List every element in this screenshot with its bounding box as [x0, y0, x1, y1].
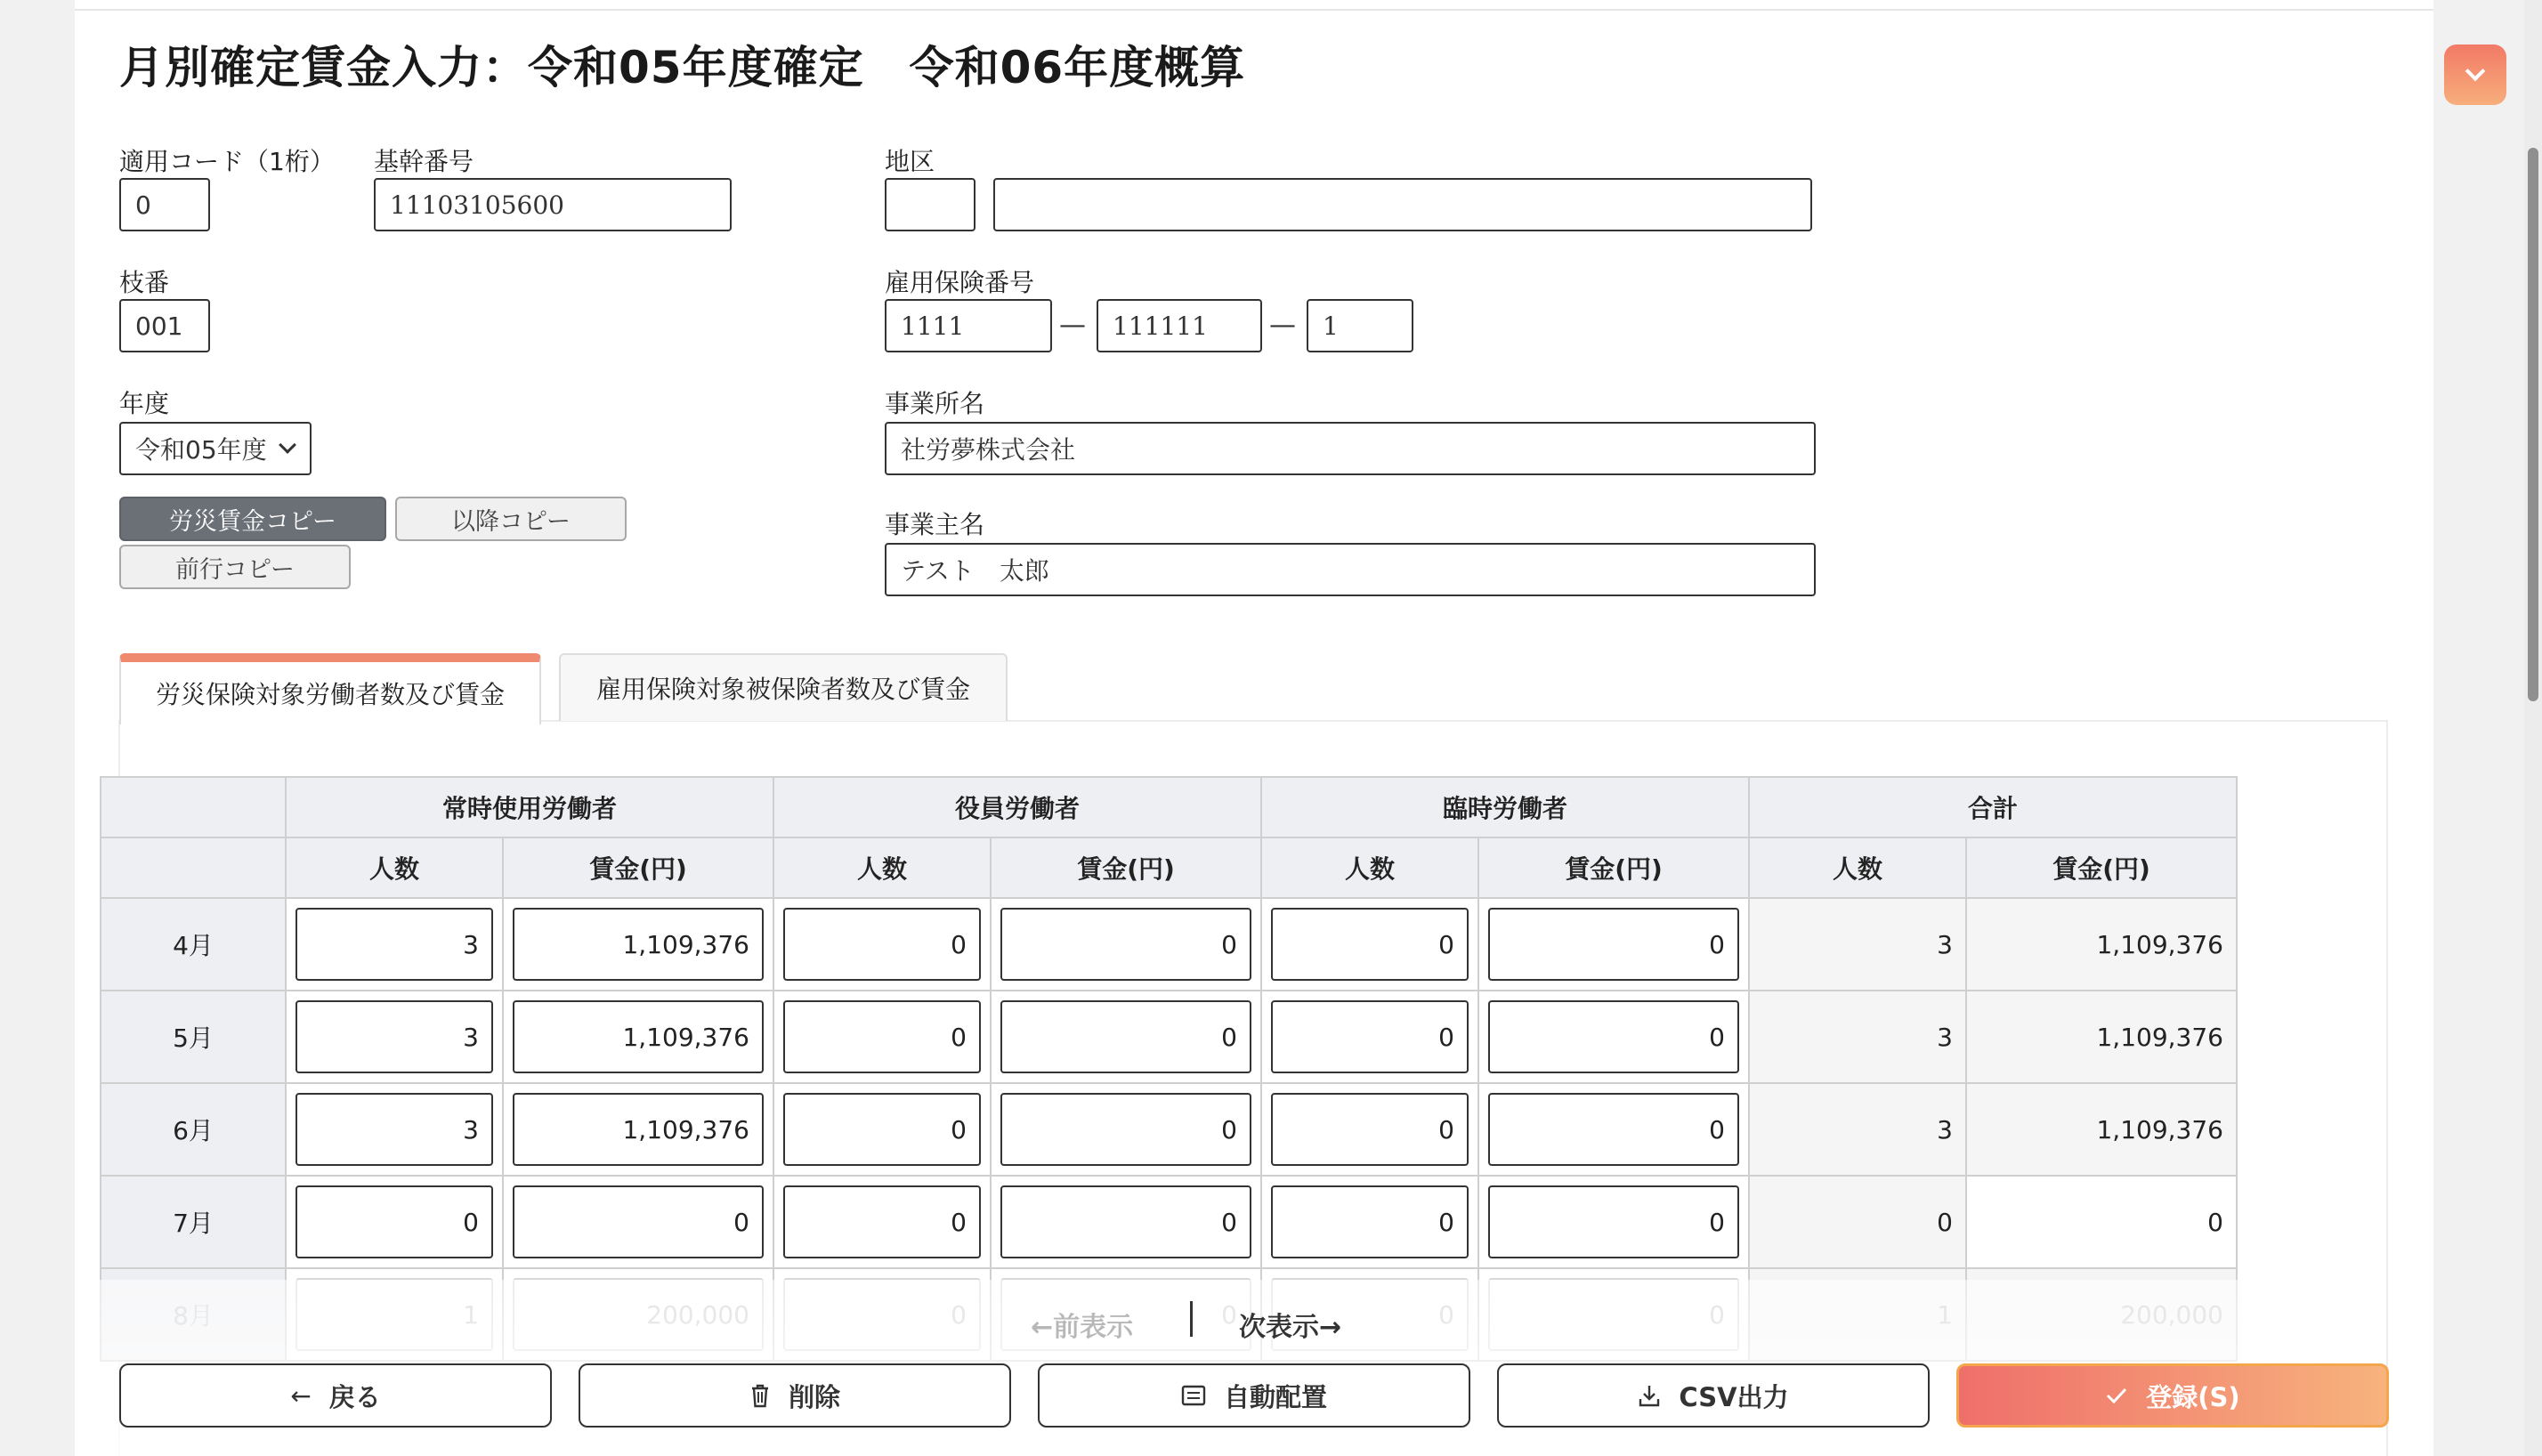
table-cell: [1261, 1176, 1478, 1268]
download-icon: [1638, 1383, 1661, 1408]
total-chingin-value: 1,109,376: [1966, 991, 2237, 1083]
sub-header-ninzu: 人数: [286, 837, 503, 898]
table-group-header-row: [101, 777, 2237, 837]
sub-header-ninzu: 人数: [773, 837, 991, 898]
chevron-down-icon: [2465, 61, 2486, 82]
group-header: 臨時労働者: [1261, 777, 1749, 837]
total-chingin-value: 1,109,376: [1966, 1083, 2237, 1176]
table-cell: [773, 1083, 991, 1176]
group-header: 役員労働者: [773, 777, 1261, 837]
zengyo-copy-button[interactable]: 前行コピー: [119, 545, 351, 589]
list-layout-icon: [1181, 1385, 1206, 1406]
nendo-select[interactable]: [119, 422, 312, 475]
ninzu-input[interactable]: 0: [1271, 1093, 1469, 1166]
prev-page-link[interactable]: ←前表示: [1031, 1312, 1134, 1343]
table-cell: [1478, 1176, 1749, 1268]
collapse-toggle-button[interactable]: [2444, 44, 2506, 105]
ninzu-input[interactable]: 3: [295, 1093, 493, 1166]
table-cell: [503, 898, 773, 991]
ninzu-input[interactable]: 0: [783, 1000, 981, 1073]
auto-layout-button[interactable]: [1038, 1363, 1470, 1428]
table-cell: [991, 991, 1261, 1083]
table-cell: [286, 898, 503, 991]
chingin-input[interactable]: 0: [1000, 1185, 1251, 1258]
sub-header-ninzu: 人数: [1261, 837, 1478, 898]
check-icon: [2105, 1386, 2128, 1405]
sub-header-chingin: 賃金(円): [1478, 837, 1749, 898]
total-ninzu-value: 3: [1749, 898, 1966, 991]
koyo-hoken-separator: —: [1059, 310, 1086, 341]
chingin-input[interactable]: 0: [1488, 1093, 1739, 1166]
ikou-copy-button[interactable]: 以降コピー: [395, 497, 627, 541]
edaban-label: 枝番: [119, 268, 170, 297]
table-cell: [991, 1083, 1261, 1176]
csv-export-button-label: CSV出力: [1679, 1381, 1789, 1412]
table-cell: [1261, 1083, 1478, 1176]
total-chingin-value: 1,109,376: [1966, 898, 2237, 991]
table-cell: [773, 991, 991, 1083]
table-cell: [286, 1176, 503, 1268]
back-button[interactable]: [119, 1363, 552, 1428]
table-corner: [101, 837, 286, 898]
table-cell: [773, 898, 991, 991]
jigyonushi-name-input[interactable]: テスト 太郎: [885, 543, 1816, 596]
ninzu-input[interactable]: 0: [783, 1185, 981, 1258]
table-cell: [286, 991, 503, 1083]
table-row: [101, 898, 2237, 991]
table-cell: [503, 1083, 773, 1176]
delete-button-label: 削除: [788, 1381, 840, 1412]
total-ninzu-value: 0: [1749, 1176, 1966, 1268]
chiku-code-input[interactable]: [885, 178, 976, 231]
month-label: 5月: [101, 991, 286, 1083]
sub-header-chingin: 賃金(円): [1966, 837, 2237, 898]
table-cell: [286, 1083, 503, 1176]
chevron-down-icon: [279, 436, 296, 454]
ninzu-input[interactable]: 0: [1271, 908, 1469, 981]
ninzu-input[interactable]: 0: [783, 1093, 981, 1166]
sub-header-chingin: 賃金(円): [991, 837, 1261, 898]
chingin-input[interactable]: 0: [1000, 908, 1251, 981]
kikan-bango-input[interactable]: 11103105600: [374, 178, 732, 231]
chingin-input[interactable]: 0: [1000, 1000, 1251, 1073]
group-header: 常時使用労働者: [286, 777, 773, 837]
delete-button[interactable]: [579, 1363, 1011, 1428]
tekiyo-code-input[interactable]: 0: [119, 178, 210, 231]
koyo-hoken-separator: —: [1269, 310, 1296, 341]
ninzu-input[interactable]: 0: [1271, 1185, 1469, 1258]
month-label: 6月: [101, 1083, 286, 1176]
table-row: [101, 1083, 2237, 1176]
table-cell: [503, 1176, 773, 1268]
nendo-selected-value: 令和05年度: [135, 435, 267, 465]
group-header: 合計: [1749, 777, 2237, 837]
chingin-input[interactable]: 0: [513, 1185, 764, 1258]
table-row: [101, 991, 2237, 1083]
jigyosho-label: 事業所名: [885, 389, 985, 418]
table-cell: [503, 991, 773, 1083]
month-label: 7月: [101, 1176, 286, 1268]
total-chingin-value: 0: [1966, 1176, 2237, 1268]
register-button-label: 登録(S): [2146, 1381, 2240, 1412]
chingin-input[interactable]: 1,109,376: [513, 1000, 764, 1073]
edaban-input[interactable]: 001: [119, 299, 210, 352]
month-label: 4月: [101, 898, 286, 991]
koyo-hoken-part2-input[interactable]: 111111: [1097, 299, 1262, 352]
auto-layout-button-label: 自動配置: [1223, 1381, 1327, 1412]
chingin-input[interactable]: 1,109,376: [513, 908, 764, 981]
chingin-input[interactable]: 0: [1488, 1000, 1739, 1073]
chiku-name-input[interactable]: [993, 178, 1812, 231]
table-cell: [1478, 1083, 1749, 1176]
table-sub-header-row: [101, 837, 2237, 898]
tab-rosai[interactable]: 労災保険対象労働者数及び賃金: [119, 653, 541, 724]
sub-header-chingin: 賃金(円): [503, 837, 773, 898]
chiku-label: 地区: [885, 147, 935, 176]
chingin-input[interactable]: 1,109,376: [513, 1093, 764, 1166]
table-cell: [1478, 898, 1749, 991]
kikan-bango-label: 基幹番号: [374, 147, 474, 176]
table-cell: [1478, 991, 1749, 1083]
arrow-left-icon: ←: [290, 1380, 312, 1411]
rosai-copy-button[interactable]: 労災賃金コピー: [119, 497, 386, 541]
ninzu-input[interactable]: 0: [1271, 1000, 1469, 1073]
total-ninzu-value: 3: [1749, 1083, 1966, 1176]
table-corner: [101, 777, 286, 837]
jigyosho-name-input[interactable]: 社労夢株式会社: [885, 422, 1816, 475]
wage-table: [100, 776, 2238, 1362]
sub-header-ninzu: 人数: [1749, 837, 1966, 898]
chingin-input[interactable]: 0: [1488, 1185, 1739, 1258]
koyo-hoken-part1-input[interactable]: 1111: [885, 299, 1052, 352]
next-page-link[interactable]: 次表示→: [1239, 1312, 1342, 1343]
csv-export-button[interactable]: [1497, 1363, 1930, 1428]
table-cell: [991, 1176, 1261, 1268]
trash-icon: [749, 1383, 771, 1408]
table-cell: [991, 898, 1261, 991]
tab-koyo[interactable]: 雇用保険対象被保険者数及び賃金: [559, 653, 1008, 721]
chingin-input[interactable]: 0: [1000, 1093, 1251, 1166]
table-cell: [1261, 898, 1478, 991]
register-button[interactable]: [1956, 1363, 2389, 1428]
tekiyo-code-label: 適用コード（1桁）: [119, 147, 335, 176]
scrollbar-thumb[interactable]: [2528, 148, 2538, 701]
ninzu-input[interactable]: 3: [295, 908, 493, 981]
koyo-hoken-label: 雇用保険番号: [885, 268, 1035, 297]
table-row: [101, 1176, 2237, 1268]
total-ninzu-value: 3: [1749, 991, 1966, 1083]
back-button-label: 戻る: [328, 1381, 381, 1412]
ninzu-input[interactable]: 0: [295, 1185, 493, 1258]
table-cell: [1261, 991, 1478, 1083]
koyo-hoken-part3-input[interactable]: 1: [1307, 299, 1413, 352]
ninzu-input[interactable]: 3: [295, 1000, 493, 1073]
nendo-label: 年度: [119, 389, 170, 418]
jigyonushi-label: 事業主名: [885, 510, 985, 539]
pager-divider: [1190, 1301, 1193, 1337]
page-title: 月別確定賃金入力：令和05年度確定 令和06年度概算: [119, 42, 1246, 93]
chingin-input[interactable]: 0: [1488, 908, 1739, 981]
ninzu-input[interactable]: 0: [783, 908, 981, 981]
table-cell: [773, 1176, 991, 1268]
top-divider: [75, 9, 2433, 11]
